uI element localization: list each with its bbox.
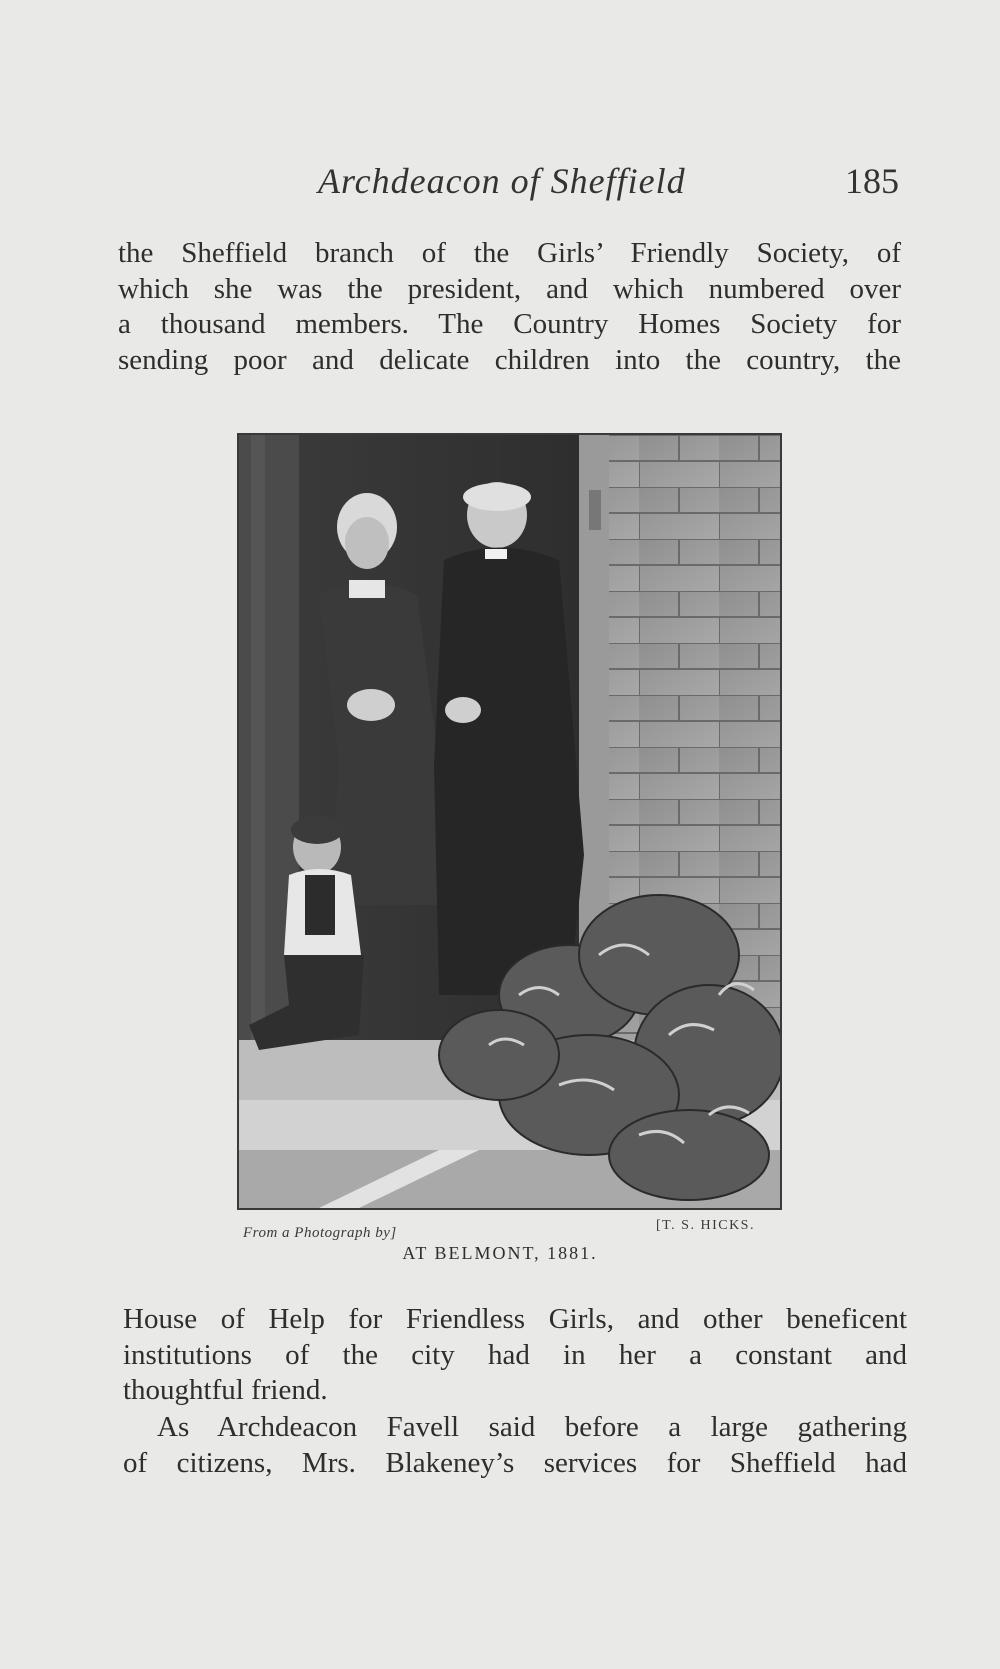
paragraph-top	[118, 236, 901, 378]
figure-caption: AT BELMONT, 1881.	[402, 1243, 598, 1263]
text-line: As Archdeacon Favell said before a large gathering	[157, 1411, 907, 1443]
text-line: which she was the president, and which numbered over	[118, 272, 901, 305]
text-line: of citizens, Mrs. Blakeney’s services for Sheffield had	[123, 1446, 907, 1479]
text-line: sending poor and delicate children into the country, the	[118, 343, 901, 376]
paragraph-bottom	[123, 1410, 907, 1481]
text-line: thoughtful friend.	[123, 1374, 328, 1406]
photo-credit-prefix: From a Photograph by]	[243, 1225, 397, 1241]
text-line: the Sheffield branch of the Girls’ Friendly Society, of	[118, 237, 901, 269]
running-head	[0, 160, 1000, 200]
text-line: institutions of the city had in her a constant and	[123, 1338, 907, 1371]
page-number: 185	[845, 161, 899, 201]
paragraph-middle	[123, 1302, 907, 1409]
text-line: House of Help for Friendless Girls, and other beneficent	[123, 1303, 907, 1335]
running-title: Archdeacon of Sheffield	[318, 161, 686, 201]
photo-credit-name: [T. S. HICKS.	[656, 1218, 755, 1233]
photograph-image	[239, 435, 780, 1208]
text-line: a thousand members. The Country Homes Society for	[118, 308, 901, 340]
photograph	[237, 433, 782, 1210]
